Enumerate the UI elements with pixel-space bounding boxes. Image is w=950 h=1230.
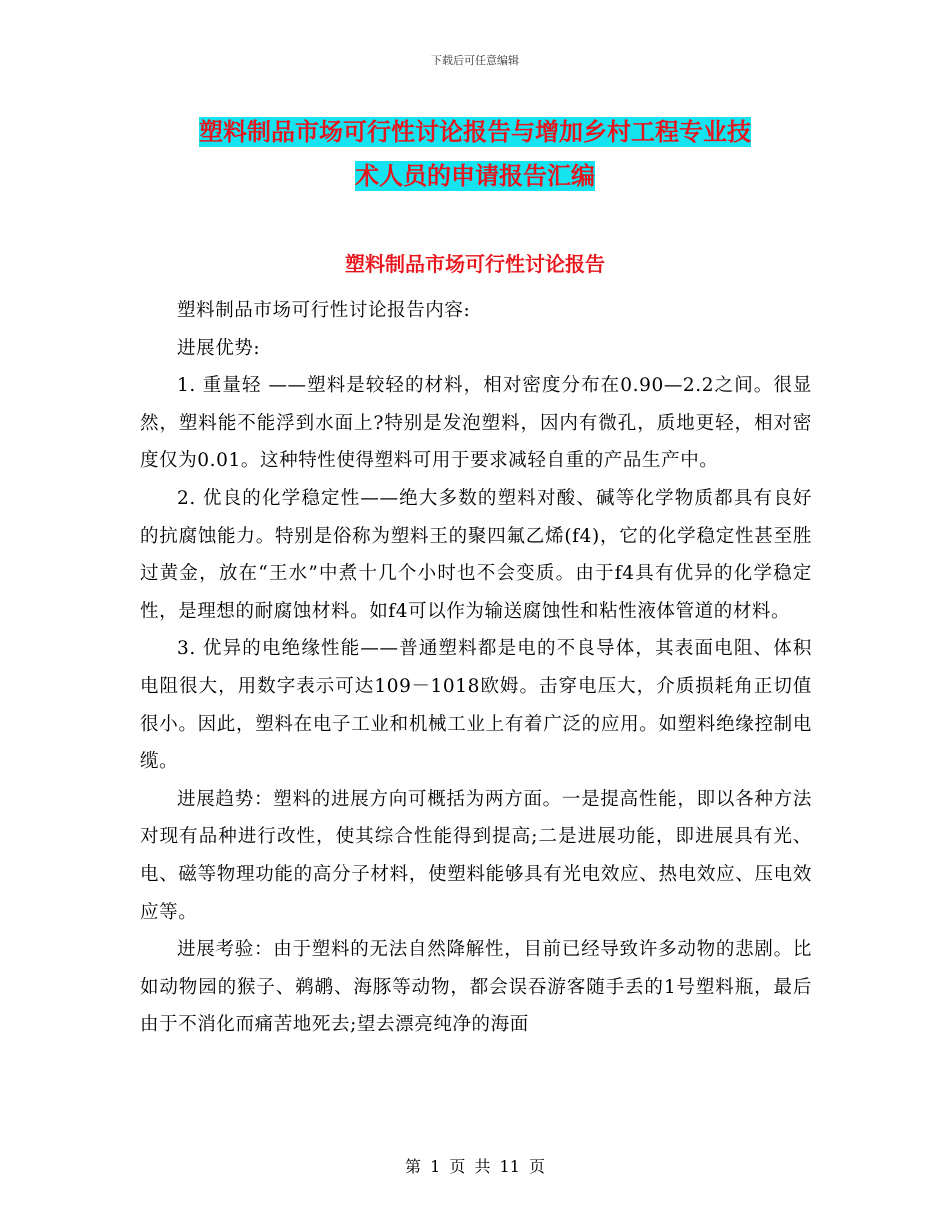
paragraph-intro: 塑料制品市场可行性讨论报告内容: — [177, 300, 471, 321]
page-header-note: 下载后可任意编辑 — [431, 54, 519, 67]
paragraph-trends: 进展趋势：塑料的进展方向可概括为两方面。一是提高性能，即以各种方法对现有品种进行改性，使其综合性能得到提高;二是进展功能，即进展具有光、电、磁等物理功能的高分子材料，使塑料能够具有光电效应、热电效应、压电效应等。 — [140, 788, 812, 923]
section-title: 塑料制品市场可行性讨论报告 — [345, 252, 605, 276]
paragraph-advantages-heading: 进展优势: — [177, 337, 261, 359]
document-title — [140, 110, 810, 198]
document-body — [140, 292, 812, 1044]
page-footer: 第 1 页 共 11 页 — [405, 1157, 545, 1176]
document-title-line1: 塑料制品市场可行性讨论报告与增加乡村工程专业技 — [199, 118, 751, 146]
paragraph-electrical-insulation: 3. 优异的电绝缘性能——普通塑料都是电的不良导体，其表面电阻、体积电阻很大，用数字表示可达109－1018欧姆。击穿电压大，介质损耗角正切值很小。因此，塑料在电子工业和机械工业上有着广泛的应用。如塑料绝缘控制电缆。 — [140, 638, 812, 773]
document-title-line2: 术人员的申请报告汇编 — [355, 162, 595, 190]
paragraph-light-weight: 1. 重量轻 ——塑料是较轻的材料，相对密度分布在0.90—2.2之间。很显然，塑料能不能浮到水面上?特别是发泡塑料，因内有微孔，质地更轻，相对密度仅为0.01。这种特性使得塑料可用于要求减轻自重的产品生产中。 — [140, 375, 812, 472]
paragraph-chemical-stability: 2. 优良的化学稳定性——绝大多数的塑料对酸、碱等化学物质都具有良好的抗腐蚀能力。特别是俗称为塑料王的聚四氟乙烯(f4)，它的化学稳定性甚至胜过黄金，放在“王水”中煮十几个小时也不会变质。由于f4具有优异的化学稳定性，是理想的耐腐蚀材料。如f4可以作为输送腐蚀性和粘性液体管道的材料。 — [140, 487, 812, 622]
paragraph-challenges: 进展考验：由于塑料的无法自然降解性，目前已经导致许多动物的悲剧。比如动物园的猴子、鹈鹕、海豚等动物，都会误吞游客随手丢的1号塑料瓶，最后由于不消化而痛苦地死去;望去漂亮纯净的海面 — [140, 939, 812, 1036]
